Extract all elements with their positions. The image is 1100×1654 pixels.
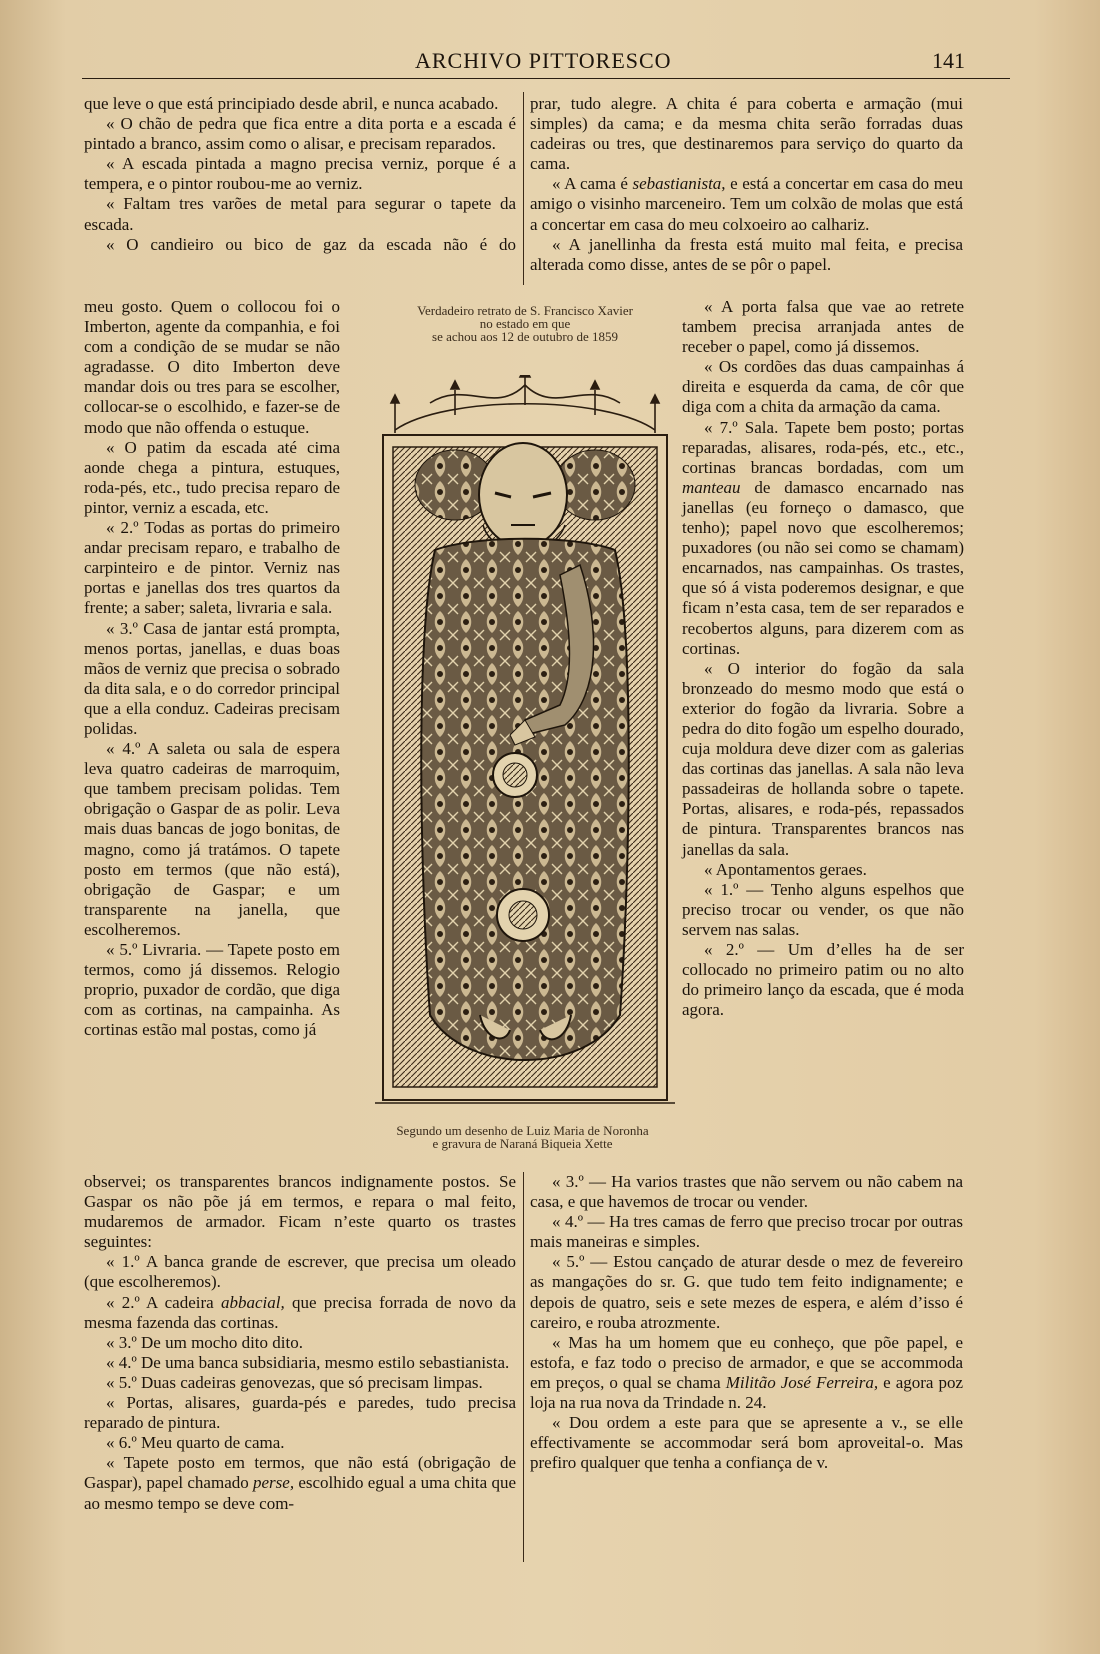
- paragraph: « 1.º — Tenho alguns espelhos que preciso trocar ou vender, os que não servem nas salas.: [682, 879, 964, 939]
- italic-term: sebastianista,: [632, 174, 726, 194]
- text-run: e agora poz loja na rua nova da Trindade n. 24.: [530, 1372, 963, 1413]
- column-rule-lower: [523, 1172, 524, 1562]
- paragraph: [84, 1453, 516, 1513]
- text-run: e está a concertar em casa do meu amigo o visinho marceneiro. Tem um colxão de molas que está a concertar em casa do meu colxoeiro ao calhariz.: [530, 174, 963, 234]
- text-run: « 7.º Sala. Tapete bem posto; portas reparadas, alisares, roda-pés, etc., etc., cortinas brancas bordadas, com um: [682, 417, 964, 477]
- paragraph: [682, 418, 964, 659]
- paragraph: « 2.º — Um d’elles ha de ser collocado no primeiro patim ou no alto do primeiro lanço da escada, que é moda agora.: [682, 940, 964, 1020]
- paragraph: « 4.º De uma banca subsidiaria, mesmo estilo sebastianista.: [106, 1352, 510, 1372]
- text-run: « Tapete posto em termos, que não está (obrigação de Gaspar), papel chamado: [84, 1453, 516, 1493]
- caption-line: no estado em que: [479, 316, 571, 331]
- paragraph: « Dou ordem a este para que se apresente a v., se elle effectivamente se accommodar será bom aproveital-o. Mas prefiro qualquer que tenha a confiança de v.: [530, 1413, 963, 1473]
- column-left-narrow: [84, 297, 340, 1040]
- paragraph: prar, tudo alegre. A chita é para coberta e armação (mui simples) da cama; e da mesma chita serão forradas duas cadeiras ou tres, que destinaremos para serviço do quarto da cama.: [530, 94, 963, 174]
- paragraph: [530, 174, 963, 234]
- column-rule-upper: [523, 92, 524, 285]
- paragraph: que leve o que está principiado desde abril, e nunca acabado.: [84, 94, 499, 113]
- paragraph: « 3.º De um mocho dito dito.: [106, 1332, 303, 1352]
- engraving-illustration: [375, 375, 675, 1110]
- candelabra: [391, 375, 659, 433]
- paragraph: [530, 1333, 963, 1413]
- paragraph: « A escada pintada a magno precisa verniz, porque é a tempera, e o pintor roubou-me ao verniz.: [84, 154, 516, 194]
- paragraph: « 4.º — Ha tres camas de ferro que preciso trocar por outras mais maneiras e simples.: [530, 1212, 963, 1252]
- paragraph: « 3.º Casa de jantar está prompta, menos portas, janellas, e duas boas mãos de verniz que precisa o sobrado da dita sala, e o do corredor principal que a ella conduz. Cadeiras precisam polidas.: [84, 618, 340, 738]
- paragraph: « O patim da escada até cima aonde chega a pintura, estuques, roda-pés, etc., tudo precisa reparo de pintor, verniz a escada, etc.: [84, 437, 340, 517]
- column-right-upper: [530, 94, 963, 275]
- paragraph: « O chão de pedra que fica entre a dita porta e a escada é pintado a branco, assim como o alisar, e precisam reparados.: [84, 114, 516, 154]
- column-right-lower: [530, 1172, 963, 1473]
- paragraph: « A janellinha da fresta está muito mal feita, e precisa alterada como disse, antes de se pôr o papel.: [530, 234, 963, 274]
- text-run: « 2.º A cadeira: [106, 1292, 221, 1312]
- text-run: que precisa forrada de novo da mesma fazenda das cortinas.: [84, 1292, 516, 1332]
- text-run: escolhido egual a uma chita que ao mesmo tempo se deve com-: [84, 1473, 516, 1513]
- paragraph: meu gosto. Quem o collocou foi o Imberton, agente da companhia, e foi com a condição de se mudar se não agradasse. O dito Imberton deve mandar dois ou tres para se escolher, collocar-se o escolhido, e fazer-se de modo que não offenda o estuque.: [84, 297, 340, 437]
- caption-line: Segundo um desenho de Luiz Maria de Noronha: [396, 1123, 649, 1138]
- italic-term: manteau: [682, 477, 741, 497]
- column-right-narrow: [682, 297, 964, 1020]
- caption-line: Verdadeiro retrato de S. Francisco Xavier: [417, 303, 633, 318]
- running-title: ARCHIVO PITTORESCO: [415, 48, 672, 73]
- paragraph: [84, 1293, 516, 1333]
- paragraph: « 4.º A saleta ou sala de espera leva quatro cadeiras de marroquim, que tambem precisam polidas. Tem obrigação o Gaspar de as polir. Leva mais duas bancas de jogo bonitas, de magno, como já tratámos. O tapete posto em termos (que não está), obrigação de Gaspar; e um transparente na janella, que escolheremos.: [84, 739, 340, 939]
- paragraph: « 6.º Meu quarto de cama.: [106, 1433, 285, 1453]
- paragraph: « A porta falsa que vae ao retrete tambem precisa arranjada antes de receber o papel, como já dissemos.: [682, 297, 964, 357]
- header-rule: [82, 78, 1010, 79]
- illustration-caption-bottom: [355, 1124, 690, 1150]
- paragraph: « Os cordões das duas campainhas á direita e esquerda da cama, de côr que diga com a chita da armação da cama.: [682, 357, 964, 417]
- caption-line: e gravura de Naraná Biqueia Xette: [432, 1136, 613, 1151]
- page-number: 141: [932, 48, 965, 73]
- italic-term: Militão José Ferreira,: [725, 1372, 879, 1392]
- paragraph: « O interior do fogão da sala bronzeado do mesmo modo que está o exterior do fogão da livraria. Sobre a pedra do dito fogão um espelho dourado, cuja moldura deve dizer com as galerias das cortinas das janellas. A sala não leva passadeiras de hollanda sobre o tapete. Portas, alisares, e roda-pés, repassados de pintura. Transparentes brancos nas janellas da sala.: [682, 658, 964, 859]
- paragraph: observei; os transparentes brancos indignamente postos. Se Gaspar os não põe já em termos, e repara o mal feito, mudaremos de armador. Ficam n’este quarto os trastes seguintes:: [84, 1172, 516, 1252]
- paragraph: « O candieiro ou bico de gaz da escada não é do: [106, 234, 516, 254]
- column-left-lower: [84, 1172, 516, 1514]
- text-run: de damasco encarnado nas janellas (eu forneço o damasco, que tenho); papel novo que escolheremos; puxadores (ou não sei como se chamam) encarnados, nas campainhas. Os trastes, que só á vista poderemos designar, e que ficam n’esta casa, tem de ser reparados e recobertos alguns, para dizerem com as cortinas.: [682, 477, 964, 658]
- italic-term: perse,: [253, 1473, 295, 1493]
- paragraph: « 5.º Livraria. — Tapete posto em termos, como já dissemos. Relogio proprio, puxador de cordão, que diga com as cortinas, na campainha. As cortinas estão mal postas, como já: [84, 940, 340, 1040]
- text-run: « Mas ha um homem que eu conheço, que põe papel, e estofa, e faz todo o preciso de armador, e que se accommoda em preços, o qual se chama: [530, 1332, 963, 1392]
- paragraph: « Faltam tres varões de metal para segurar o tapete da escada.: [84, 194, 516, 234]
- paragraph: « Apontamentos geraes.: [704, 859, 867, 879]
- column-left-upper: [84, 94, 516, 255]
- paragraph: « 3.º — Ha varios trastes que não servem ou não cabem na casa, e que havemos de trocar ou vender.: [530, 1172, 963, 1212]
- paragraph: « Portas, alisares, guarda-pés e paredes, tudo precisa reparado de pintura.: [84, 1393, 516, 1433]
- paragraph: « 2.º Todas as portas do primeiro andar precisam reparo, e trabalho de carpinteiro e de pintor. Verniz nas portas e janellas dos tres quartos da frente; a saber; saleta, livraria e sala.: [84, 518, 340, 618]
- illustration-caption-top: [380, 304, 670, 343]
- paragraph: « 1.º A banca grande de escrever, que precisa um oleado (que escolheremos).: [84, 1252, 516, 1292]
- italic-term: abbacial,: [220, 1292, 285, 1312]
- caption-line: se achou aos 12 de outubro de 1859: [432, 329, 618, 344]
- paragraph: « 5.º — Estou cançado de aturar desde o mez de fevereiro as mangações do sr. G. que tudo tem feito indignamente; e depois de quatro, seis e sete mezes de espera, e além d’isso é careiro, e rouba atrozmente.: [530, 1252, 963, 1332]
- paragraph: « 5.º Duas cadeiras genovezas, que só precisam limpas.: [106, 1372, 483, 1392]
- text-run: « A cama é: [552, 174, 633, 194]
